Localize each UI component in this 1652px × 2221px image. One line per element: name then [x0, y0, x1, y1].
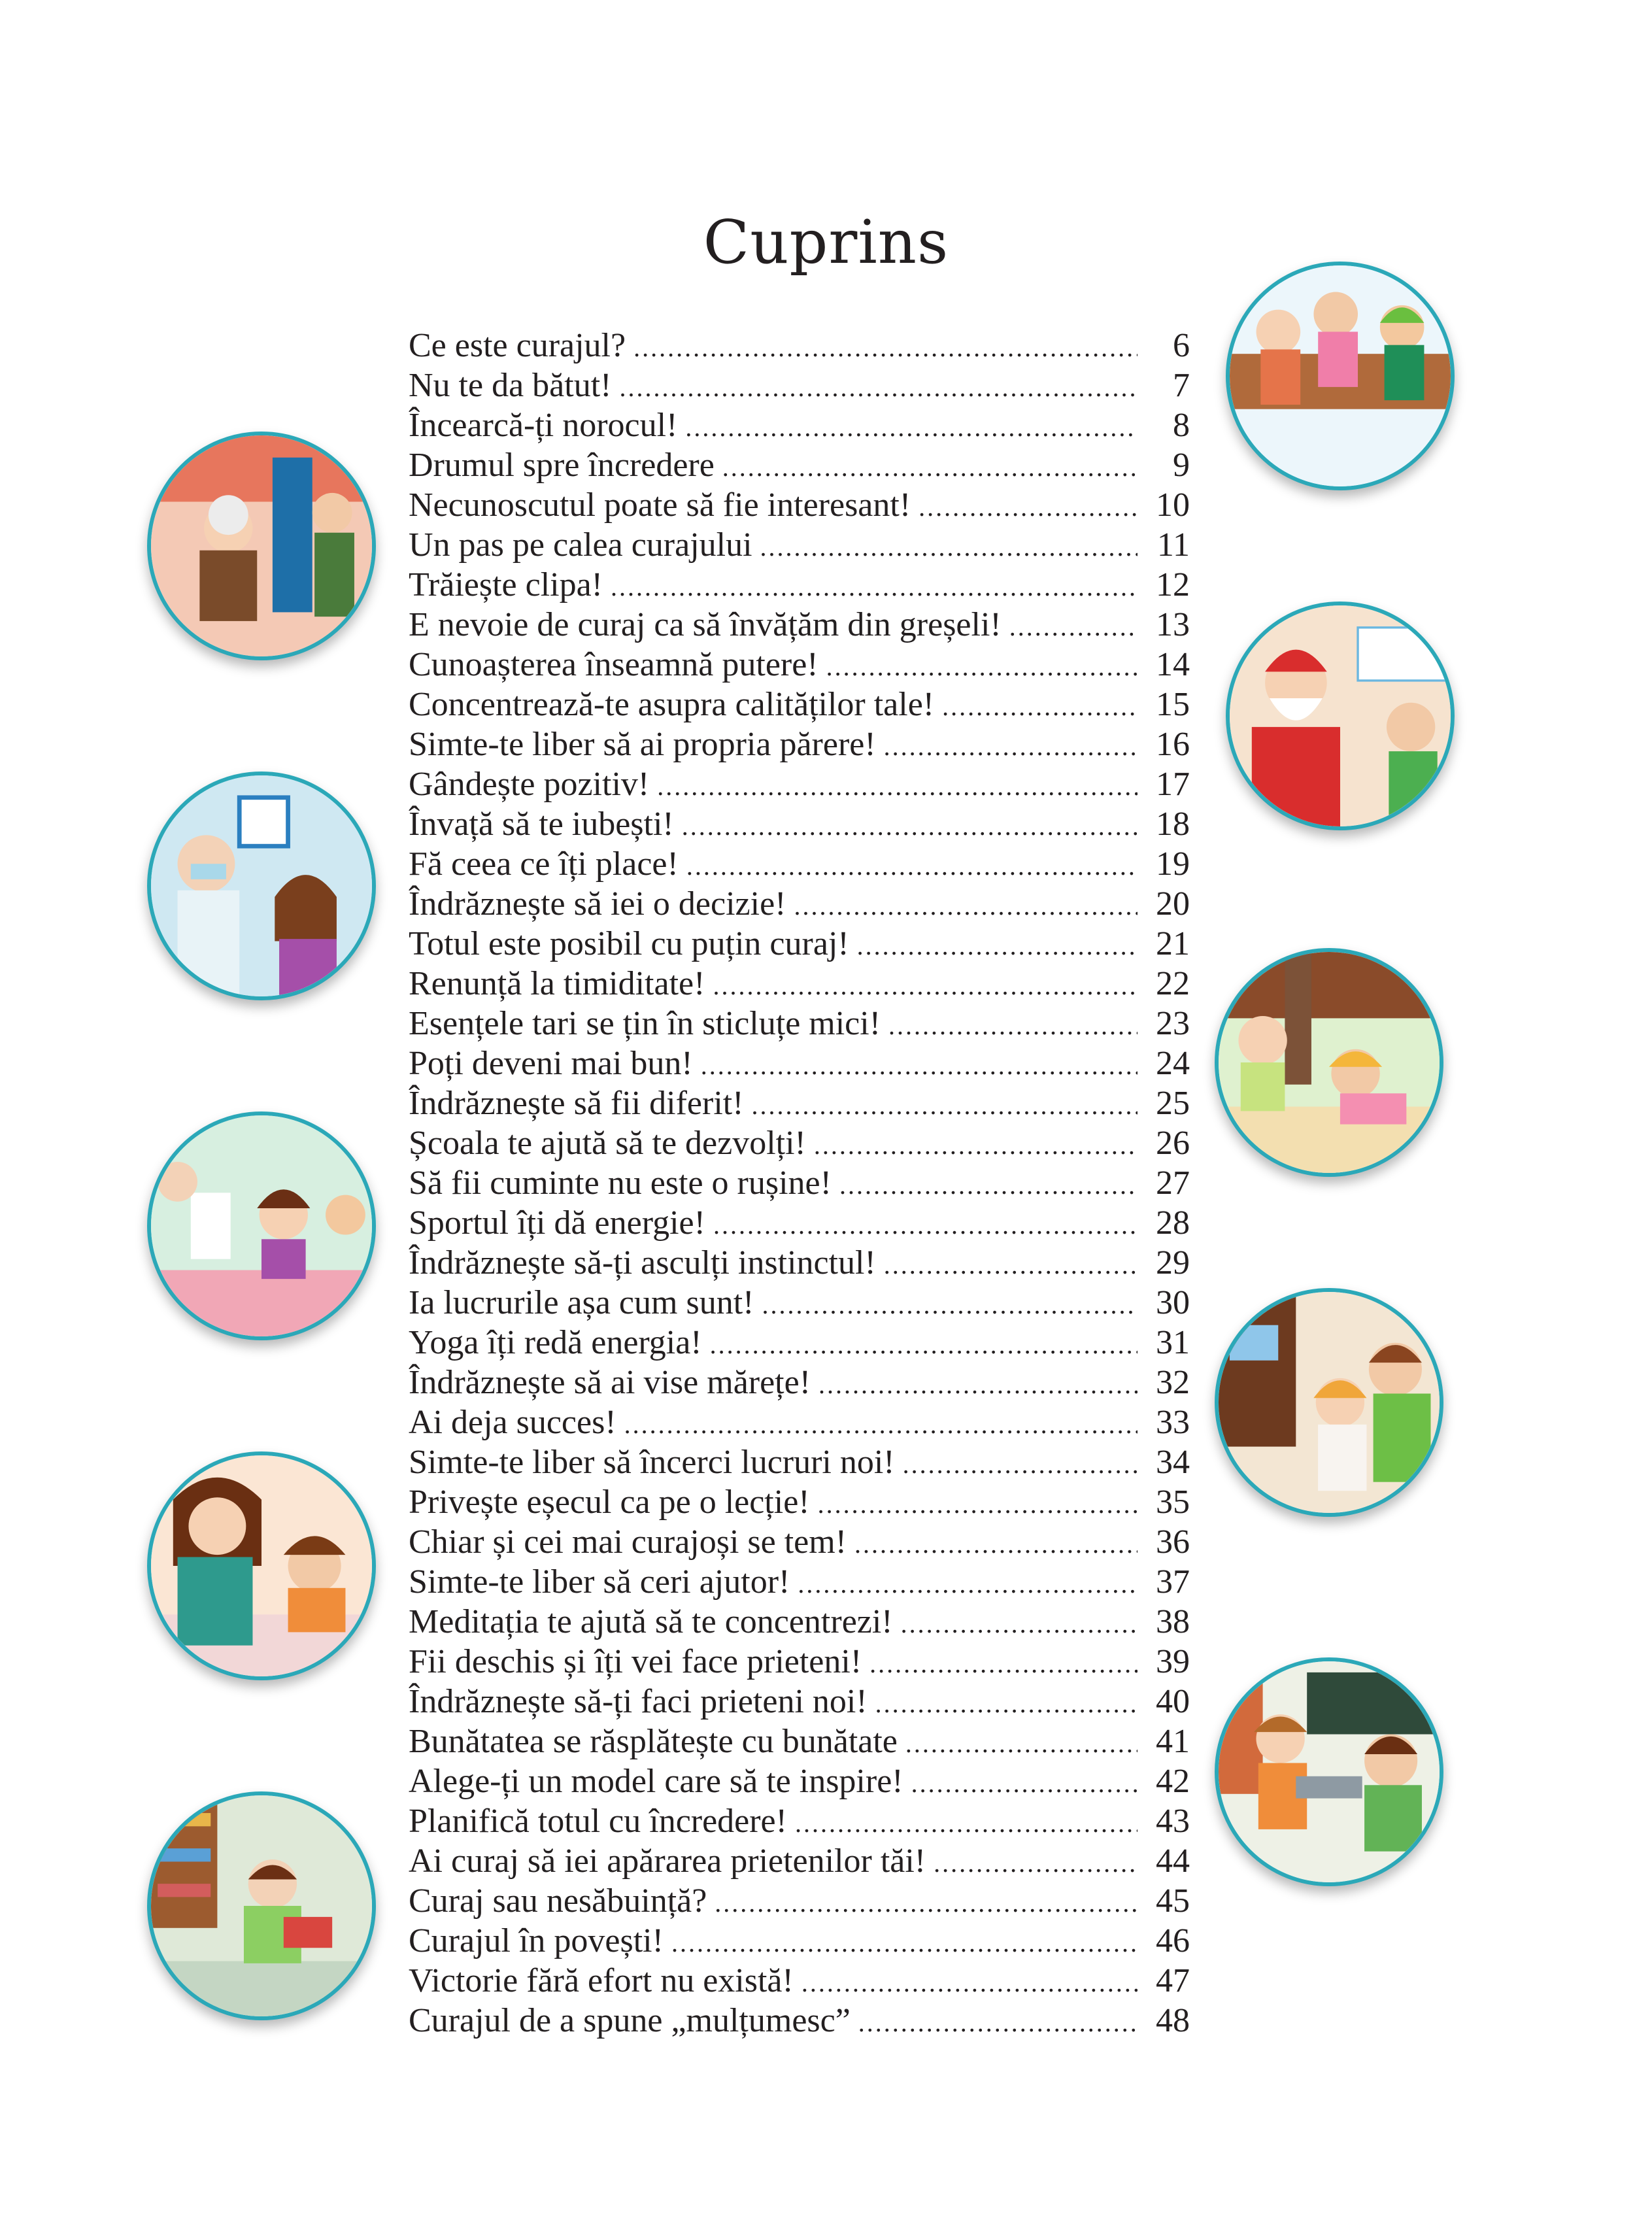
toc-entry-page: 47 [1156, 1962, 1190, 1999]
toc-entry-title: Concentrează-te asupra calităților tale! [409, 686, 935, 723]
toc-dot-leader [762, 1285, 1138, 1325]
toc-entry-page: 40 [1156, 1683, 1190, 1720]
toc-entry-page: 19 [1156, 845, 1190, 883]
toc-entry[interactable] [409, 884, 1190, 924]
toc-entry-title: Drumul spre încredere [409, 447, 715, 484]
toc-dot-leader [934, 1843, 1138, 1883]
toc-entry[interactable] [409, 964, 1190, 1004]
toc-entry-page: 37 [1156, 1563, 1190, 1601]
toc-entry[interactable] [409, 605, 1190, 645]
page-title: Cuprins [703, 207, 949, 277]
toc-entry-title: Victorie fără efort nu există! [409, 1962, 794, 1999]
toc-entry-title: Sportul îți dă energie! [409, 1204, 705, 1242]
toc-dot-leader [818, 1365, 1138, 1404]
toc-entry-page: 10 [1156, 486, 1190, 524]
toc-entry-title: Fă ceea ce îți place! [409, 845, 679, 883]
toc-entry-title: Necunoscutul poate să fie interesant! [409, 486, 911, 524]
toc-dot-leader [839, 1165, 1138, 1205]
toc-entry-title: Ai deja succes! [409, 1404, 616, 1441]
toc-dot-leader [657, 766, 1138, 806]
toc-entry[interactable] [409, 1442, 1190, 1482]
toc-entry-title: Simte-te liber să ceri ajutor! [409, 1563, 790, 1601]
toc-entry-title: Curajul de a spune „mulțumesc” [409, 2002, 851, 2039]
toc-entry-page: 28 [1156, 1204, 1190, 1242]
toc-entry-page: 29 [1156, 1244, 1190, 1281]
toc-dot-leader [624, 1404, 1138, 1444]
toc-entry-page: 20 [1156, 885, 1190, 923]
toc-dot-leader [798, 1564, 1138, 1604]
toc-entry-title: Nu te da bătut! [409, 367, 612, 404]
toc-entry[interactable] [409, 1761, 1190, 1801]
toc-entry-page: 23 [1156, 1005, 1190, 1042]
toc-entry[interactable] [409, 1841, 1190, 1881]
toc-entry-title: Școala te ajută să te dezvolți! [409, 1125, 806, 1162]
toc-dot-leader [903, 1444, 1138, 1484]
toc-dot-leader [686, 846, 1138, 886]
toc-entry-page: 15 [1156, 686, 1190, 723]
toc-entry-title: Gândește pozitiv! [409, 766, 650, 803]
toc-dot-leader [715, 1883, 1138, 1923]
toc-entry-title: Ai curaj să iei apărarea prietenilor tăi! [409, 1842, 926, 1880]
toc-dot-leader [760, 527, 1138, 567]
toc-entry[interactable] [409, 1482, 1190, 1522]
toc-entry-title: Un pas pe calea curajului [409, 526, 752, 564]
toc-entry-title: Alege-ți un model care să te inspire! [409, 1763, 903, 1800]
toc-entry-page: 6 [1173, 327, 1190, 364]
reading-girl-illustration [147, 1791, 376, 2020]
toc-entry[interactable] [409, 485, 1190, 525]
toc-dot-leader [858, 2003, 1138, 2043]
mother-daughter-illustration [147, 1451, 376, 1680]
toc-entry-page: 39 [1156, 1643, 1190, 1680]
toc-dot-leader [752, 1085, 1138, 1125]
toc-entry[interactable] [409, 645, 1190, 685]
toc-entry[interactable] [409, 326, 1190, 365]
toc-entry[interactable] [409, 565, 1190, 605]
toc-entry-title: Meditația te ajută să te concentrezi! [409, 1603, 893, 1640]
toc-dot-leader [710, 1325, 1138, 1365]
toc-entry-title: Îndrăznește să ai vise mărețe! [409, 1364, 811, 1401]
table-of-contents [409, 326, 1190, 2041]
toc-entry-page: 43 [1156, 1803, 1190, 1840]
toc-dot-leader [701, 1045, 1138, 1085]
toc-entry[interactable] [409, 445, 1190, 485]
toc-entry-page: 25 [1156, 1085, 1190, 1122]
toc-entry-page: 26 [1156, 1125, 1190, 1162]
toc-entry-page: 30 [1156, 1284, 1190, 1321]
toc-entry[interactable] [409, 685, 1190, 724]
toc-entry[interactable] [409, 1402, 1190, 1442]
toc-entry-title: Simte-te liber să ai propria părere! [409, 726, 876, 763]
toc-entry[interactable] [409, 1961, 1190, 2001]
toc-entry-page: 46 [1156, 1922, 1190, 1959]
toc-entry-page: 18 [1156, 805, 1190, 843]
toc-dot-leader [713, 1205, 1138, 1245]
toc-entry-title: Fii deschis și îți vei face prieteni! [409, 1643, 862, 1680]
toc-entry[interactable] [409, 1562, 1190, 1602]
toc-entry[interactable] [409, 724, 1190, 764]
toc-entry[interactable] [409, 1682, 1190, 1721]
toc-entry-title: Renunță la timiditate! [409, 965, 705, 1002]
toc-entry-page: 35 [1156, 1483, 1190, 1521]
toc-entry-title: Curaj sau nesăbuință? [409, 1882, 707, 1920]
toc-entry[interactable] [409, 1881, 1190, 1921]
toc-entry[interactable] [409, 1004, 1190, 1043]
toc-entry-page: 16 [1156, 726, 1190, 763]
toc-entry-page: 38 [1156, 1603, 1190, 1640]
toc-dot-leader [826, 647, 1138, 687]
toc-entry-page: 8 [1173, 407, 1190, 444]
toc-entry[interactable] [409, 1721, 1190, 1761]
toc-entry-title: Yoga îți redă energia! [409, 1324, 702, 1361]
toc-dot-leader [888, 1006, 1138, 1045]
toc-entry-page: 34 [1156, 1444, 1190, 1481]
toc-entry[interactable] [409, 525, 1190, 565]
toc-entry-title: Ia lucrurile așa cum sunt! [409, 1284, 754, 1321]
toc-dot-leader [854, 1524, 1138, 1564]
toc-entry-title: Trăiește clipa! [409, 566, 603, 603]
toc-entry[interactable] [409, 365, 1190, 405]
toc-entry[interactable] [409, 1323, 1190, 1363]
toc-entry-title: Îndrăznește să-ți faci prieteni noi! [409, 1683, 868, 1720]
toc-entry[interactable] [409, 1602, 1190, 1642]
toc-entry-page: 27 [1156, 1164, 1190, 1202]
toc-entry[interactable] [409, 1522, 1190, 1562]
dentist-illustration [147, 771, 376, 1000]
toc-entry-title: Bunătatea se răsplătește cu bunătate [409, 1723, 898, 1760]
toc-entry-page: 44 [1156, 1842, 1190, 1880]
toc-entry-page: 41 [1156, 1723, 1190, 1760]
toc-dot-leader [901, 1604, 1138, 1644]
toc-entry-page: 17 [1156, 766, 1190, 803]
toc-entry-page: 13 [1156, 606, 1190, 643]
toc-entry-page: 42 [1156, 1763, 1190, 1800]
toc-entry-page: 36 [1156, 1523, 1190, 1561]
toc-entry[interactable] [409, 924, 1190, 964]
toc-entry[interactable] [409, 804, 1190, 844]
toc-entry-page: 9 [1173, 447, 1190, 484]
toc-entry[interactable] [409, 1243, 1190, 1283]
toc-entry-title: Ce este curajul? [409, 327, 626, 364]
toc-entry[interactable] [409, 1203, 1190, 1243]
toc-dot-leader [611, 567, 1138, 607]
father-daughter-illustration [1215, 1288, 1443, 1517]
toc-dot-leader [875, 1684, 1138, 1723]
santa-illustration [1226, 602, 1455, 830]
toc-entry[interactable] [409, 1642, 1190, 1682]
toc-dot-leader [884, 726, 1138, 766]
toc-entry-page: 24 [1156, 1045, 1190, 1082]
toc-dot-leader [814, 1125, 1138, 1165]
toc-entry-title: Îndrăznește să fii diferit! [409, 1085, 744, 1122]
toc-dot-leader [633, 328, 1138, 367]
toc-entry[interactable] [409, 1283, 1190, 1323]
toc-dot-leader [911, 1763, 1138, 1803]
toc-entry-title: Chiar și cei mai curajoși se tem! [409, 1523, 847, 1561]
toc-dot-leader [905, 1723, 1138, 1763]
toc-entry-page: 21 [1156, 925, 1190, 962]
toc-dot-leader [857, 926, 1138, 966]
toc-entry-page: 11 [1156, 526, 1190, 564]
toc-entry[interactable] [409, 1163, 1190, 1203]
toc-entry-page: 48 [1156, 2002, 1190, 2039]
toc-entry-page: 22 [1156, 965, 1190, 1002]
toc-entry-title: Privește eșecul ca pe o lecție! [409, 1483, 810, 1521]
skating-children-illustration [1226, 262, 1455, 490]
toc-entry[interactable] [409, 2001, 1190, 2041]
toc-dot-leader [942, 687, 1138, 726]
toc-entry-title: Cunoașterea înseamnă putere! [409, 646, 818, 683]
toc-entry[interactable] [409, 1123, 1190, 1163]
toc-entry[interactable] [409, 1363, 1190, 1402]
toc-entry-title: Planifică totul cu încredere! [409, 1803, 787, 1840]
toc-entry[interactable] [409, 1043, 1190, 1083]
toc-entry-title: Poți deveni mai bun! [409, 1045, 693, 1082]
toc-entry-page: 32 [1156, 1364, 1190, 1401]
toc-dot-leader [682, 806, 1138, 846]
cafeteria-illustration [1215, 1657, 1443, 1886]
toc-entry-page: 33 [1156, 1404, 1190, 1441]
toc-entry-title: Curajul în povești! [409, 1922, 664, 1959]
toc-entry[interactable] [409, 764, 1190, 804]
toc-dot-leader [869, 1644, 1138, 1684]
toc-entry-title: Să fii cuminte nu este o rușine! [409, 1164, 832, 1202]
toc-dot-leader [1009, 607, 1138, 647]
toc-dot-leader [685, 407, 1138, 447]
toc-dot-leader [884, 1245, 1138, 1285]
toc-entry-title: Îndrăznește să-ți asculți instinctul! [409, 1244, 876, 1281]
toc-entry-page: 12 [1156, 566, 1190, 603]
toc-entry-title: Îndrăznește să iei o decizie! [409, 885, 786, 923]
toc-entry[interactable] [409, 1083, 1190, 1123]
toc-entry-title: Învață să te iubești! [409, 805, 674, 843]
toc-dot-leader [671, 1923, 1138, 1963]
playground-illustration [1215, 948, 1443, 1177]
toc-entry[interactable] [409, 1801, 1190, 1841]
toc-entry-page: 14 [1156, 646, 1190, 683]
toc-entry[interactable] [409, 405, 1190, 445]
toc-entry-page: 31 [1156, 1324, 1190, 1361]
toc-entry[interactable] [409, 844, 1190, 884]
toc-dot-leader [794, 886, 1138, 926]
classroom-girl-illustration [147, 1111, 376, 1340]
toc-entry-title: Totul este posibil cu puțin curaj! [409, 925, 849, 962]
toc-dot-leader [619, 367, 1138, 407]
toc-dot-leader [801, 1963, 1138, 2003]
toc-entry-title: Simte-te liber să încerci lucruri noi! [409, 1444, 895, 1481]
toc-dot-leader [713, 966, 1138, 1006]
grandparents-illustration [147, 432, 376, 660]
toc-dot-leader [795, 1803, 1138, 1843]
toc-entry-title: E nevoie de curaj ca să învățăm din greșeli! [409, 606, 1002, 643]
toc-dot-leader [722, 447, 1138, 487]
toc-entry-title: Esențele tari se țin în sticluțe mici! [409, 1005, 881, 1042]
toc-entry-title: Încearcă-ți norocul! [409, 407, 678, 444]
toc-entry-page: 7 [1173, 367, 1190, 404]
toc-dot-leader [919, 487, 1138, 527]
toc-entry[interactable] [409, 1921, 1190, 1961]
toc-entry-page: 45 [1156, 1882, 1190, 1920]
toc-dot-leader [818, 1484, 1138, 1524]
